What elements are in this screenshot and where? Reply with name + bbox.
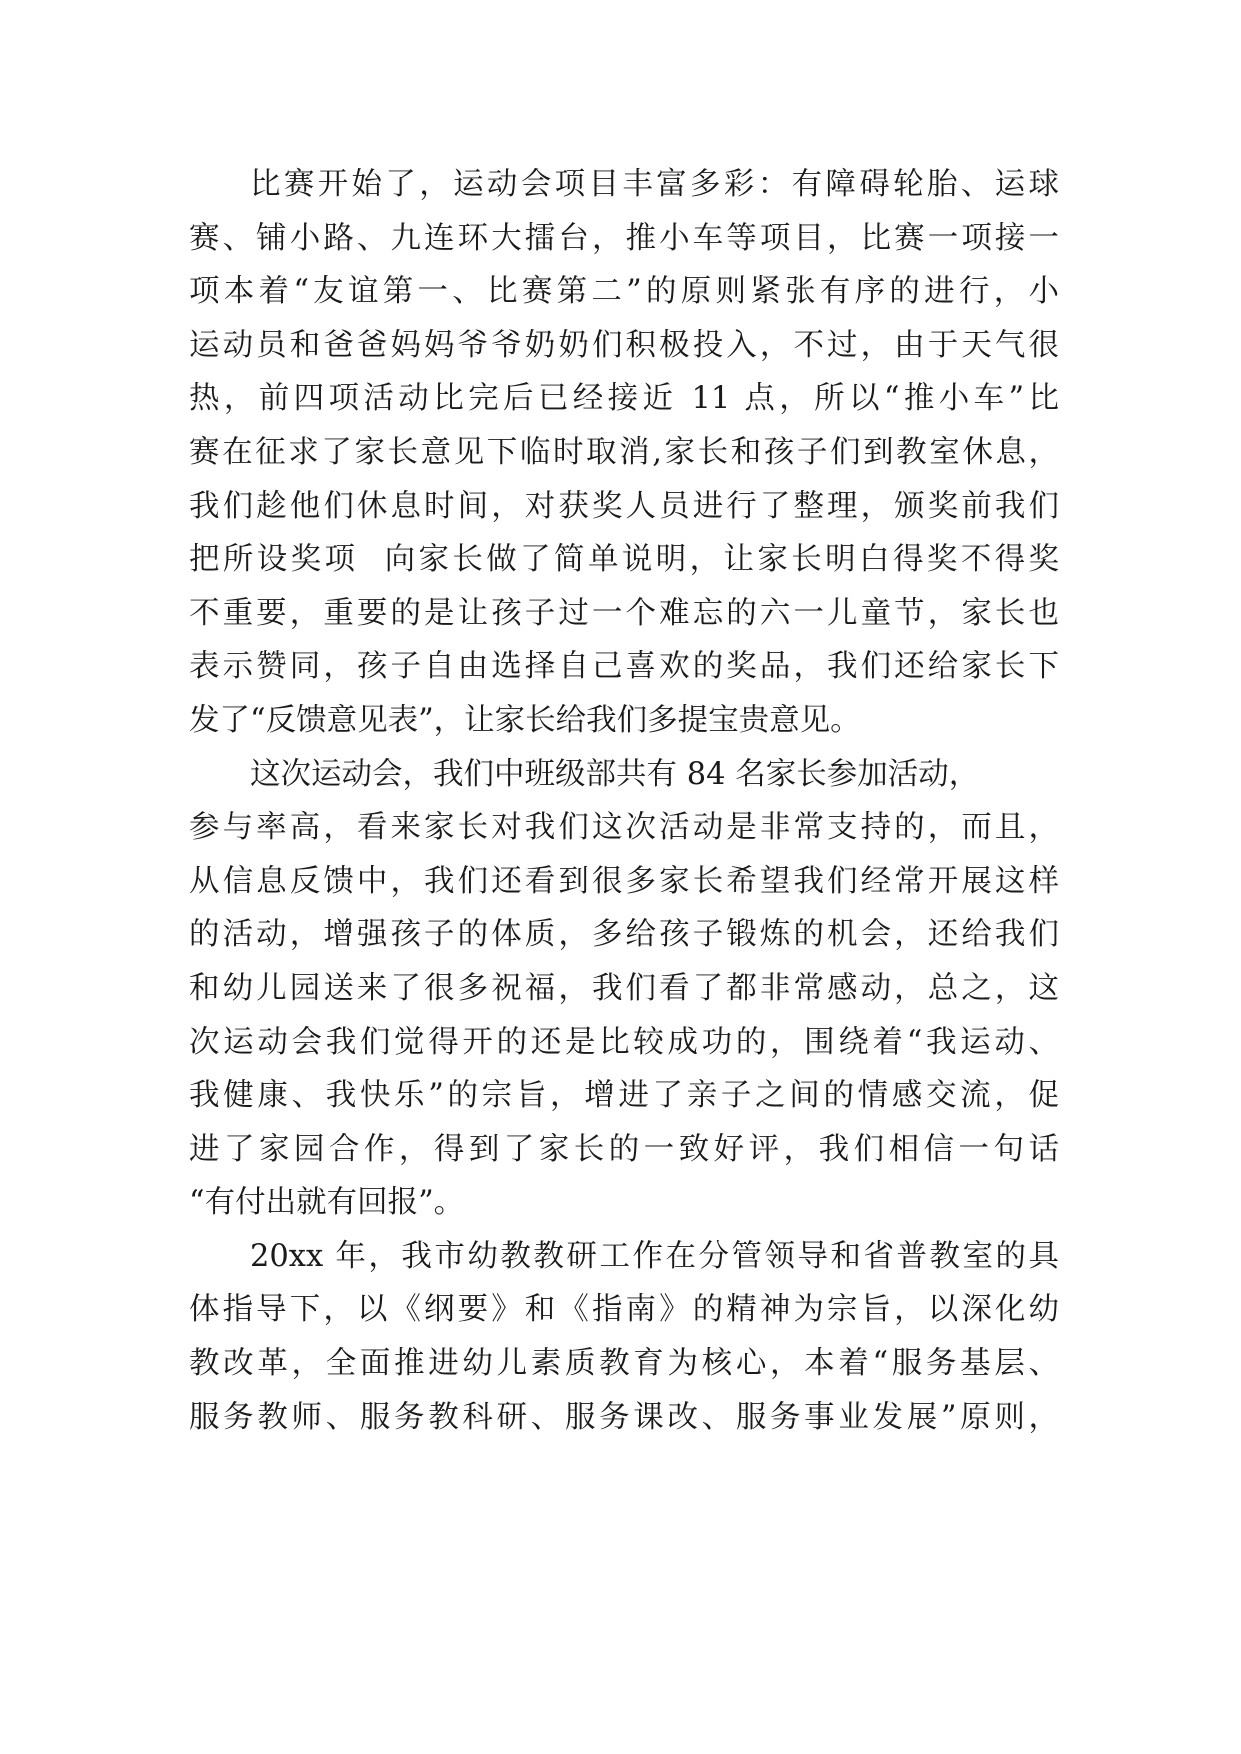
text-line: 参与率高，看来家长对我们这次活动是非常支持的，而且， (189, 810, 1059, 846)
text-line: 20xx 年，我市幼教教研工作在分管领导和省普教室的具 (250, 1238, 1059, 1274)
text-line: 我健康、我快乐”的宗旨，增进了亲子之间的情感交流，促 (189, 1078, 1059, 1114)
text-line: 体指导下，以《纲要》和《指南》的精神为宗旨，以深化幼 (189, 1292, 1059, 1328)
text-line: 赛在征求了家长意见下临时取消,家长和孩子们到教室休息， (189, 434, 1059, 470)
text-line: 项本着“友谊第一、比赛第二”的原则紧张有序的进行，小 (189, 274, 1059, 310)
text-line: 热，前四项活动比完后已经接近 11 点，所以“推小车”比 (189, 381, 1059, 417)
text-line: 和幼儿园送来了很多祝福，我们看了都非常感动，总之，这 (189, 970, 1059, 1006)
text-line: “有付出就有回报”。 (189, 1185, 465, 1221)
text-line: 发了“反馈意见表”，让家长给我们多提宝贵意见。 (189, 702, 861, 738)
paragraph-sports-day-summary (189, 748, 1059, 1230)
text-line: 我们趁他们休息时间，对获奖人员进行了整理，颁奖前我们 (189, 488, 1059, 524)
text-line: 运动员和爸爸妈妈爷爷奶奶们积极投入，不过，由于天气很 (189, 327, 1059, 363)
text-line: 次运动会我们觉得开的还是比较成功的，围绕着“我运动、 (189, 1024, 1059, 1060)
text-line: 进了家园合作，得到了家长的一致好评，我们相信一句话 (189, 1131, 1059, 1167)
text-line: 服务教师、服务教科研、服务课改、服务事业发展”原则， (189, 1399, 1059, 1435)
text-line: 把所设奖项 向家长做了简单说明，让家长明白得奖不得奖 (189, 542, 1059, 578)
text-line: 这次运动会，我们中班级部共有 84 名家长参加活动， (250, 756, 980, 792)
text-line: 教改革，全面推进幼儿素质教育为核心，本着“服务基层、 (189, 1346, 1059, 1382)
document-body (189, 158, 1059, 1444)
text-line: 比赛开始了，运动会项目丰富多彩：有障碍轮胎、运球 (250, 167, 1059, 202)
text-line: 的活动，增强孩子的体质，多给孩子锻炼的机会，还给我们 (189, 917, 1059, 953)
text-line: 从信息反馈中，我们还看到很多家长希望我们经常开展这样 (189, 863, 1059, 899)
text-line: 不重要，重要的是让孩子过一个难忘的六一儿童节，家长也 (189, 595, 1059, 631)
paragraph-sports-day-events (189, 158, 1059, 748)
paragraph-teaching-research (189, 1230, 1059, 1444)
text-line: 赛、铺小路、九连环大擂台，推小车等项目，比赛一项接一 (189, 220, 1059, 256)
text-line: 表示赞同，孩子自由选择自己喜欢的奖品，我们还给家长下 (189, 649, 1059, 685)
